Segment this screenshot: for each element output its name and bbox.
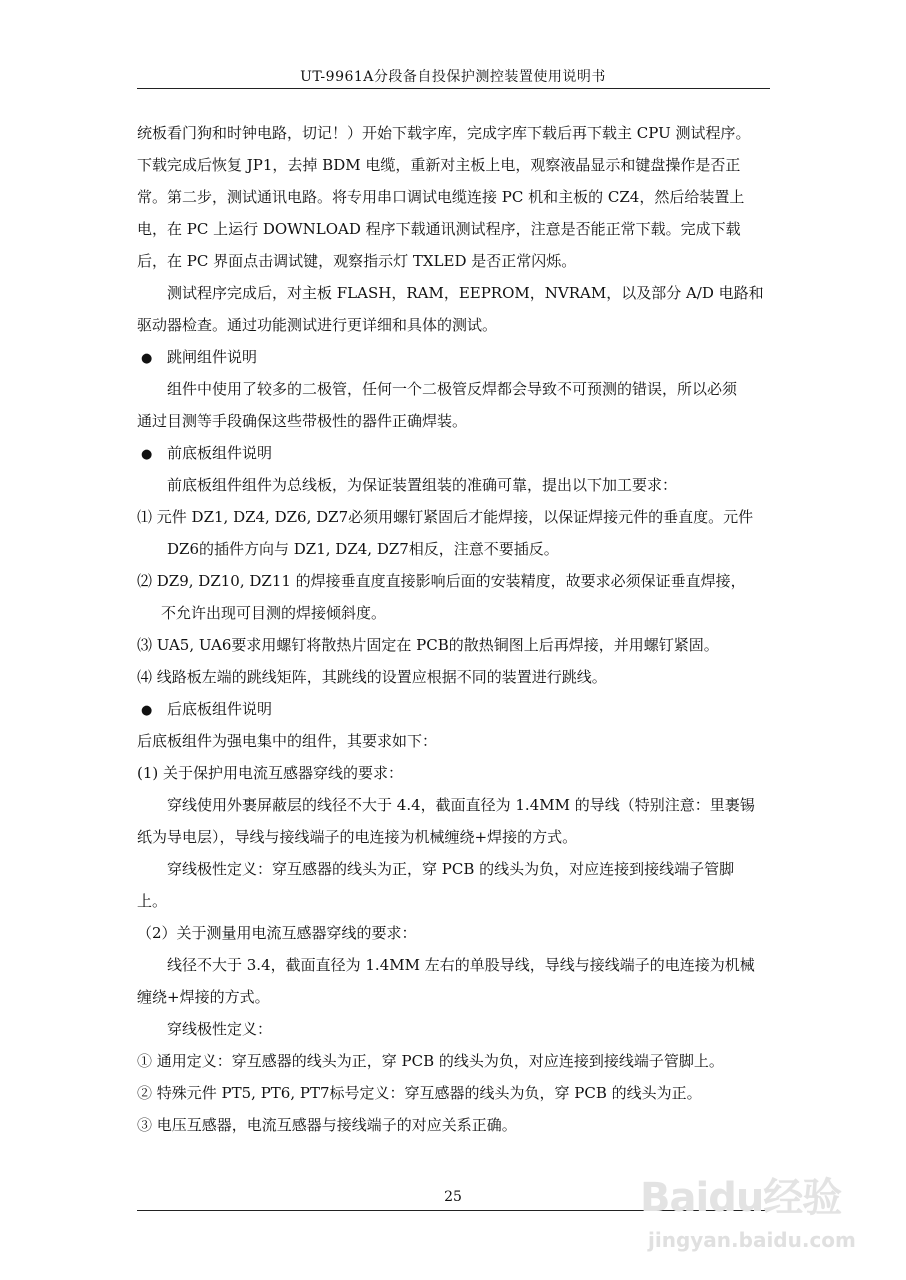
text-line: 通过目测等手段确保这些带极性的器件正确焊装。 [137,412,468,430]
text-line: 上。 [137,892,168,910]
text-line: ③ 电压互感器，电流互感器与接线端子的对应关系正确。 [137,1116,517,1134]
section-heading [137,437,770,469]
page-number: 25 [444,1189,462,1205]
text-line: 穿线极性定义： [167,1020,273,1038]
section-heading-text: 跳闸组件说明 [167,348,258,366]
watermark-logo: Baidu经验 [640,1175,842,1221]
text-line: ⑴ 元件 DZ1, DZ4, DZ6, DZ7必须用螺钉紧固后才能焊接，以保证焊接元件的垂直度。元件 [137,508,754,526]
section-heading-text: 后底板组件说明 [167,700,273,718]
text-line: ② 特殊元件 PT5, PT6, PT7标号定义：穿互感器的线头为负，穿 PCB 的线头为正。 [137,1084,702,1102]
text-line: 驱动器检查。通过功能测试进行更详细和具体的测试。 [137,316,498,334]
document-body [137,117,770,1141]
text-line: ⑶ UA5, UA6要求用螺钉将散热片固定在 PCB的散热铜图上后再焊接，并用螺钉紧固。 [137,636,719,654]
text-line: 测试程序完成后，对主板 FLASH，RAM，EEPROM，NVRAM，以及部分 A/D 电路和 [167,284,764,302]
bullet-icon: ● [141,703,153,718]
text-line: 不允许出现可目测的焊接倾斜度。 [161,604,387,622]
section-heading [137,693,770,725]
header-rule [137,88,770,89]
text-line: ⑵ DZ9, DZ10, DZ11 的焊接垂直度直接影响后面的安装精度，故要求必须保证垂直焊接， [137,572,746,590]
text-line: ⑷ 线路板左端的跳线矩阵，其跳线的设置应根据不同的装置进行跳线。 [137,668,607,686]
text-line: 线径不大于 3.4，截面直径为 1.4MM 左右的单股导线，导线与接线端子的电连接为机械 [167,956,755,974]
text-line: 下载完成后恢复 JP1，去掉 BDM 电缆，重新对主板上电，观察液晶显示和键盘操作是否正 [137,156,741,174]
text-line: 缠绕+焊接的方式。 [137,988,270,1006]
baidu-watermark [640,1166,880,1266]
text-line: 后底板组件为强电集中的组件，其要求如下： [137,732,438,750]
text-line: ① 通用定义：穿互感器的线头为正，穿 PCB 的线头为负，对应连接到接线端子管脚上。 [137,1052,724,1070]
text-line: 前底板组件组件为总线板，为保证装置组装的准确可靠，提出以下加工要求： [167,476,678,494]
text-line: 后，在 PC 界面点击调试键，观察指示灯 TXLED 是否正常闪烁。 [137,252,577,270]
text-line: 穿线极性定义：穿互感器的线头为正，穿 PCB 的线头为负，对应连接到接线端子管脚 [167,860,735,878]
header-title: UT-9961A分段备自投保护测控装置使用说明书 [300,69,606,85]
text-line: 统板看门狗和时钟电路，切记！）开始下载字库，完成字库下载后再下载主 CPU 测试程序。 [137,124,751,142]
bullet-icon: ● [141,447,153,462]
text-line: 纸为导电层），导线与接线端子的电连接为机械缠绕+焊接的方式。 [137,828,578,846]
bullet-icon: ● [141,351,153,366]
text-line: 常。第二步，测试通讯电路。将专用串口调试电缆连接 PC 机和主板的 CZ4，然后给装置上 [137,188,745,206]
text-line: 电，在 PC 上运行 DOWNLOAD 程序下载通讯测试程序，注意是否能正常下载。完成下载 [137,220,741,238]
section-heading [137,341,770,373]
text-line: 穿线使用外裹屏蔽层的线径不大于 4.4，截面直径为 1.4MM 的导线（特别注意：里裹锡 [167,796,755,814]
text-line: 组件中使用了较多的二极管，任何一个二极管反焊都会导致不可预测的错误，所以必须 [167,380,738,398]
text-line: DZ6的插件方向与 DZ1, DZ4, DZ7相反，注意不要插反。 [167,540,559,558]
text-line: (1) 关于保护用电流互感器穿线的要求： [137,764,404,782]
section-heading-text: 前底板组件说明 [167,444,273,462]
text-line: （2）关于测量用电流互感器穿线的要求： [137,924,417,942]
watermark-url: jingyan.baidu.com [648,1228,856,1252]
